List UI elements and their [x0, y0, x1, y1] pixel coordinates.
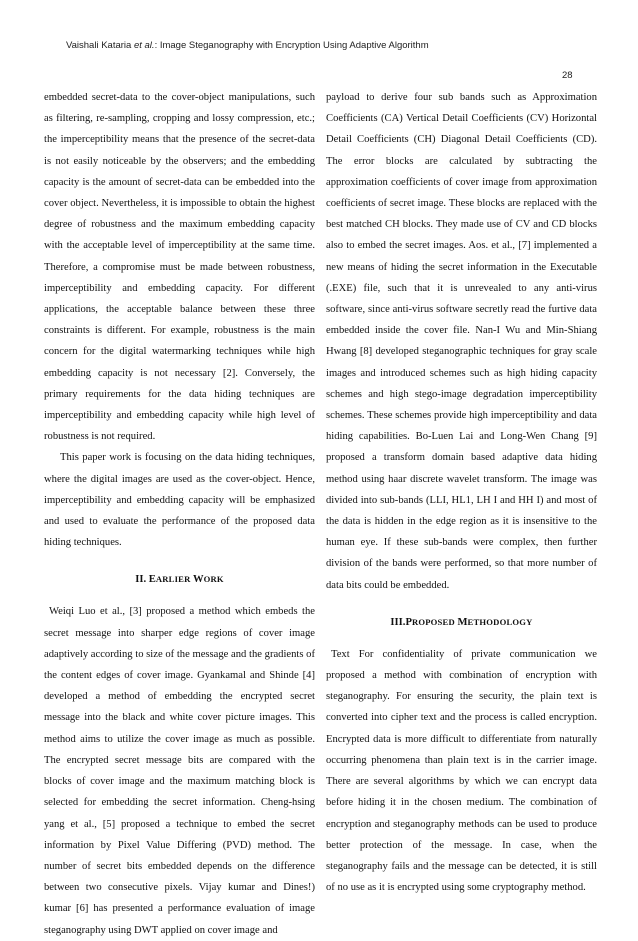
header-title: : Image Steganography with Encryption Using Adaptive Algorithm — [154, 40, 429, 51]
heading-word: ROPOSED — [411, 616, 455, 627]
header-authors: Vaishali Kataria — [66, 40, 132, 51]
page-number: 28 — [562, 70, 573, 81]
heading-letter: E — [148, 574, 156, 586]
section-number: II. — [135, 574, 147, 586]
left-paragraph-2: This paper work is focusing on the data hiding techniques, where the digital images are used as the cover-object. Hence, imperceptibility and embedding capacity will be emphasized and used to evaluate the performance of the proposed data hiding techniques. — [44, 452, 315, 549]
heading-letter: M — [457, 616, 468, 628]
right-column — [326, 87, 597, 898]
heading-letter: W — [192, 574, 204, 586]
section-number: III. — [390, 616, 406, 628]
heading-word: ARLIER — [155, 574, 191, 585]
left-paragraph-3: Weiqi Luo et al., [3] proposed a method which embeds the secret message into sharper edge regions of cover image adaptively according to size of the message and the gradients of the content edges of cover image. Gyankamal and Shinde [4] developed a method of embedding the encrypted secret message into the black and white cover picture images. This method aims to utilize the cover image as much as possible. The encrypted secret message bits are compared with the blocks of cover image and the maximum matching block is selected for embedding the secret information. Cheng-hsing yang et al., [5] proposed a technique to embed the secret information by Pixel Value Differing (PVD) method. The number of secret bits embedded depends on the difference between two consecutive pixels. Vijay kumar and Dines!) kumar [6] has presented a performance evaluation of image steganography using DWT applied on cover image and — [44, 606, 315, 936]
heading-word: ETHODOLOGY — [467, 616, 533, 627]
left-paragraph-1: embedded secret-data to the cover-object manipulations, such as filtering, re-sampling, cropping and lossy compression, etc.; the imperceptibility means that the presence of the secret-data is not easily noticeable by the observers; and the embedding capacity is the amount of secret-data can be embedded into the cover object. Nevertheless, it is impossible to obtain the highest degree of robustness and the maximum embedding capacity with the acceptable level of imperceptibility at the same time. Therefore, a compromise must be made between robustness, imperceptibility and embedding capacity. For different applications, the acceptable balance between these three constraints is different. For example, robustness is the main concern for the digital watermarking techniques while high embedding capacity is not necessary [2]. Conversely, the primary requirements for the data hiding techniques are imperceptibility and embedding capacity while high level of robustness is not required. — [44, 92, 315, 443]
section-heading-proposed-methodology — [326, 612, 597, 633]
right-paragraph-1: payload to derive four sub bands such as Approximation Coefficients (CA) Vertical Detail Coefficients (CV) Horizontal Detail Coefficients (CH) Diagonal Detail Coefficients (CD). The error blocks are calculated by subtracting the approximation coefficients of cover image from approximation coefficients of secret image. These blocks are replaced with the best matched CH blocks. They made use of CV and CD blocks also to embed the secret images. Aos. et al., [7] implemented a new means of hiding the secret information in the Executable (.EXE) file, such that it is unrevealed to any anti-virus software, since anti-virus software secretly read the furtive data embedded inside the cover file. Nan-I Wu and Min-Shiang Hwang [8] developed steganographic techniques for gray scale images and introduced schemes such as high hiding capacity schemes and high stego-image degradation imperceptibility schemes. These schemes provide high imperceptibility and data hiding capabilities. Bo-Luen Lai and Long-Wen Chang [9] proposed a transform domain based adaptive data hiding method using haar discrete wavelet transform. The image was divided into sub-bands (LLI, HL1, LH I and HH I) and most of the data is hidden in the edge region as it is insensitive to the human eye. If these sub-bands were complex, then further division of the bands were performed, so that more number of data bits could be embedded. — [326, 92, 597, 591]
header-etal: et al. — [133, 40, 155, 51]
left-column — [44, 87, 315, 941]
right-paragraph-2: Text For confidentiality of private communication we proposed a method with combination of encryption with steganography. For ensuring the security, the plain text is converted into cipher text and the process is called encryption. Encrypted data is more difficult to differentiate from naturally occurring phenomena than plain text is in the carrier image. There are several algorithms by which we can encrypt data before hiding it in the chosen medium. The combination of encryption and steganography methods can be used to produce better protection of the message. In case, when the steganography fails and the message can be detected, it is still of no use as it is encrypted using some cryptography method. — [326, 648, 597, 894]
section-heading-earlier-work — [44, 569, 315, 590]
heading-letter: P — [405, 616, 412, 628]
running-header — [66, 40, 429, 51]
heading-word: ORK — [203, 574, 224, 585]
